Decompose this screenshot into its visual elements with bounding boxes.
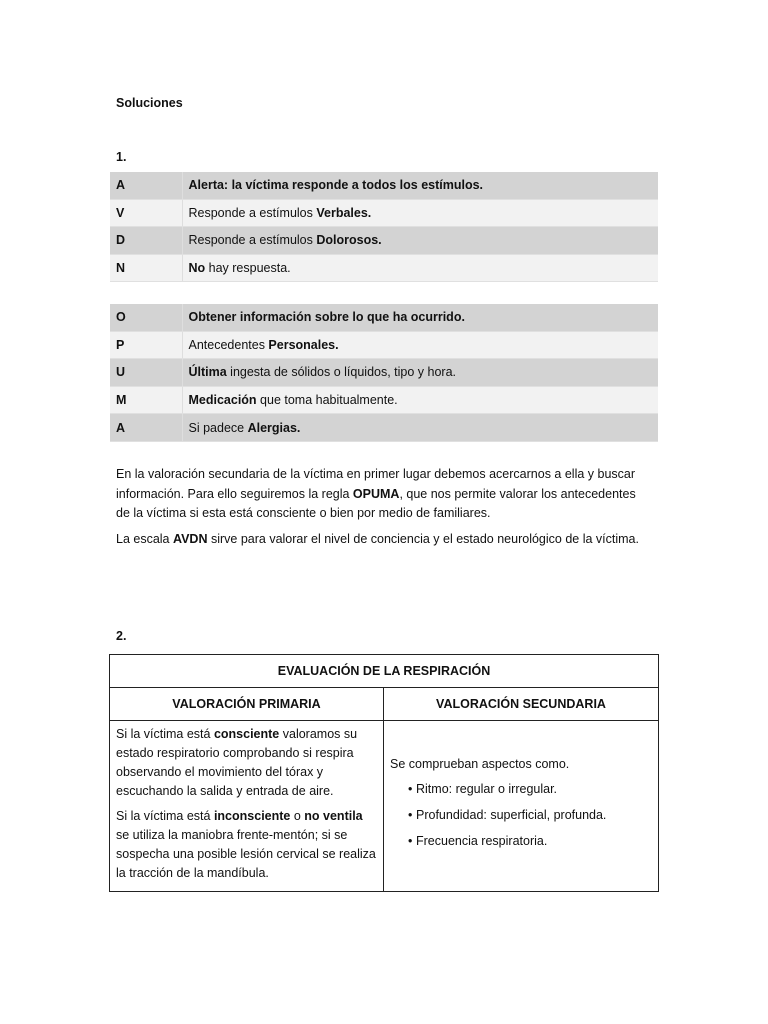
bullet-icon: • xyxy=(408,781,413,796)
avdn-row xyxy=(110,254,658,282)
secondary-list-item xyxy=(408,806,652,825)
opuma-description: Si padece Alergias. xyxy=(182,414,658,442)
opuma-description: Obtener información sobre lo que ha ocurrido. xyxy=(182,304,658,331)
avdn-description: Responde a estímulos Verbales. xyxy=(182,199,658,227)
opuma-paragraph: En la valoración secundaria de la víctima en primer lugar debemos acercarnos a ella y buscar información. Para ello seguiremos la regla OPUMA, que nos permite valorar los antecedentes de la víctima si esta está consciente o bien por medio de familiares. xyxy=(116,467,636,520)
secondary-list-item xyxy=(408,780,652,799)
section-2-number: 2. xyxy=(116,629,127,643)
opuma-letter: P xyxy=(110,331,182,359)
secondary-list xyxy=(390,780,652,851)
opuma-row xyxy=(110,359,658,387)
secondary-list-item xyxy=(408,832,652,851)
avdn-letter: V xyxy=(110,199,182,227)
avdn-letter: D xyxy=(110,227,182,255)
avdn-description: No hay respuesta. xyxy=(182,254,658,282)
secondary-item-text: Profundidad: superficial, profunda. xyxy=(416,807,607,822)
opuma-letter: O xyxy=(110,304,182,331)
opuma-description: Última ingesta de sólidos o líquidos, tipo y hora. xyxy=(182,359,658,387)
avdn-table xyxy=(110,172,658,282)
secondary-cell xyxy=(384,721,659,892)
opuma-description: Antecedentes Personales. xyxy=(182,331,658,359)
respiration-table-title: EVALUACIÓN DE LA RESPIRACIÓN xyxy=(110,655,659,688)
opuma-letter: A xyxy=(110,414,182,442)
respiration-table xyxy=(109,654,659,892)
avdn-paragraph: La escala AVDN sirve para valorar el nivel de conciencia y el estado neurológico de la víctima. xyxy=(116,532,639,546)
col-header-secondary: VALORACIÓN SECUNDARIA xyxy=(384,688,659,721)
bullet-icon: • xyxy=(408,833,413,848)
opuma-row xyxy=(110,386,658,414)
secondary-intro: Se comprueban aspectos como. xyxy=(390,756,570,771)
col-header-primary: VALORACIÓN PRIMARIA xyxy=(110,688,384,721)
opuma-letter: U xyxy=(110,359,182,387)
opuma-letter: M xyxy=(110,386,182,414)
secondary-item-text: Ritmo: regular o irregular. xyxy=(416,781,558,796)
avdn-row xyxy=(110,227,658,255)
avdn-description: Alerta: la víctima responde a todos los estímulos. xyxy=(182,172,658,199)
primary-cell xyxy=(110,721,384,892)
opuma-table xyxy=(110,304,658,442)
secondary-item-text: Frecuencia respiratoria. xyxy=(416,833,548,848)
avdn-row xyxy=(110,172,658,199)
avdn-letter: N xyxy=(110,254,182,282)
primary-unconscious-text: Si la víctima está inconsciente o no ventila se utiliza la maniobra frente-mentón; si se sospecha una posible lesión cervical se realiza la tracción de la mandíbula. xyxy=(116,809,376,880)
bullet-icon: • xyxy=(408,807,413,822)
section-1-number: 1. xyxy=(116,150,127,164)
opuma-description: Medicación que toma habitualmente. xyxy=(182,386,658,414)
opuma-row xyxy=(110,331,658,359)
avdn-letter: A xyxy=(110,172,182,199)
opuma-row xyxy=(110,414,658,442)
page-title: Soluciones xyxy=(116,96,183,110)
avdn-description: Responde a estímulos Dolorosos. xyxy=(182,227,658,255)
opuma-row xyxy=(110,304,658,331)
primary-conscious-text: Si la víctima está consciente valoramos su estado respiratorio comprobando si respira observando el movimiento del tórax y escuchando la salida y entrada de aire. xyxy=(116,727,358,798)
avdn-row xyxy=(110,199,658,227)
